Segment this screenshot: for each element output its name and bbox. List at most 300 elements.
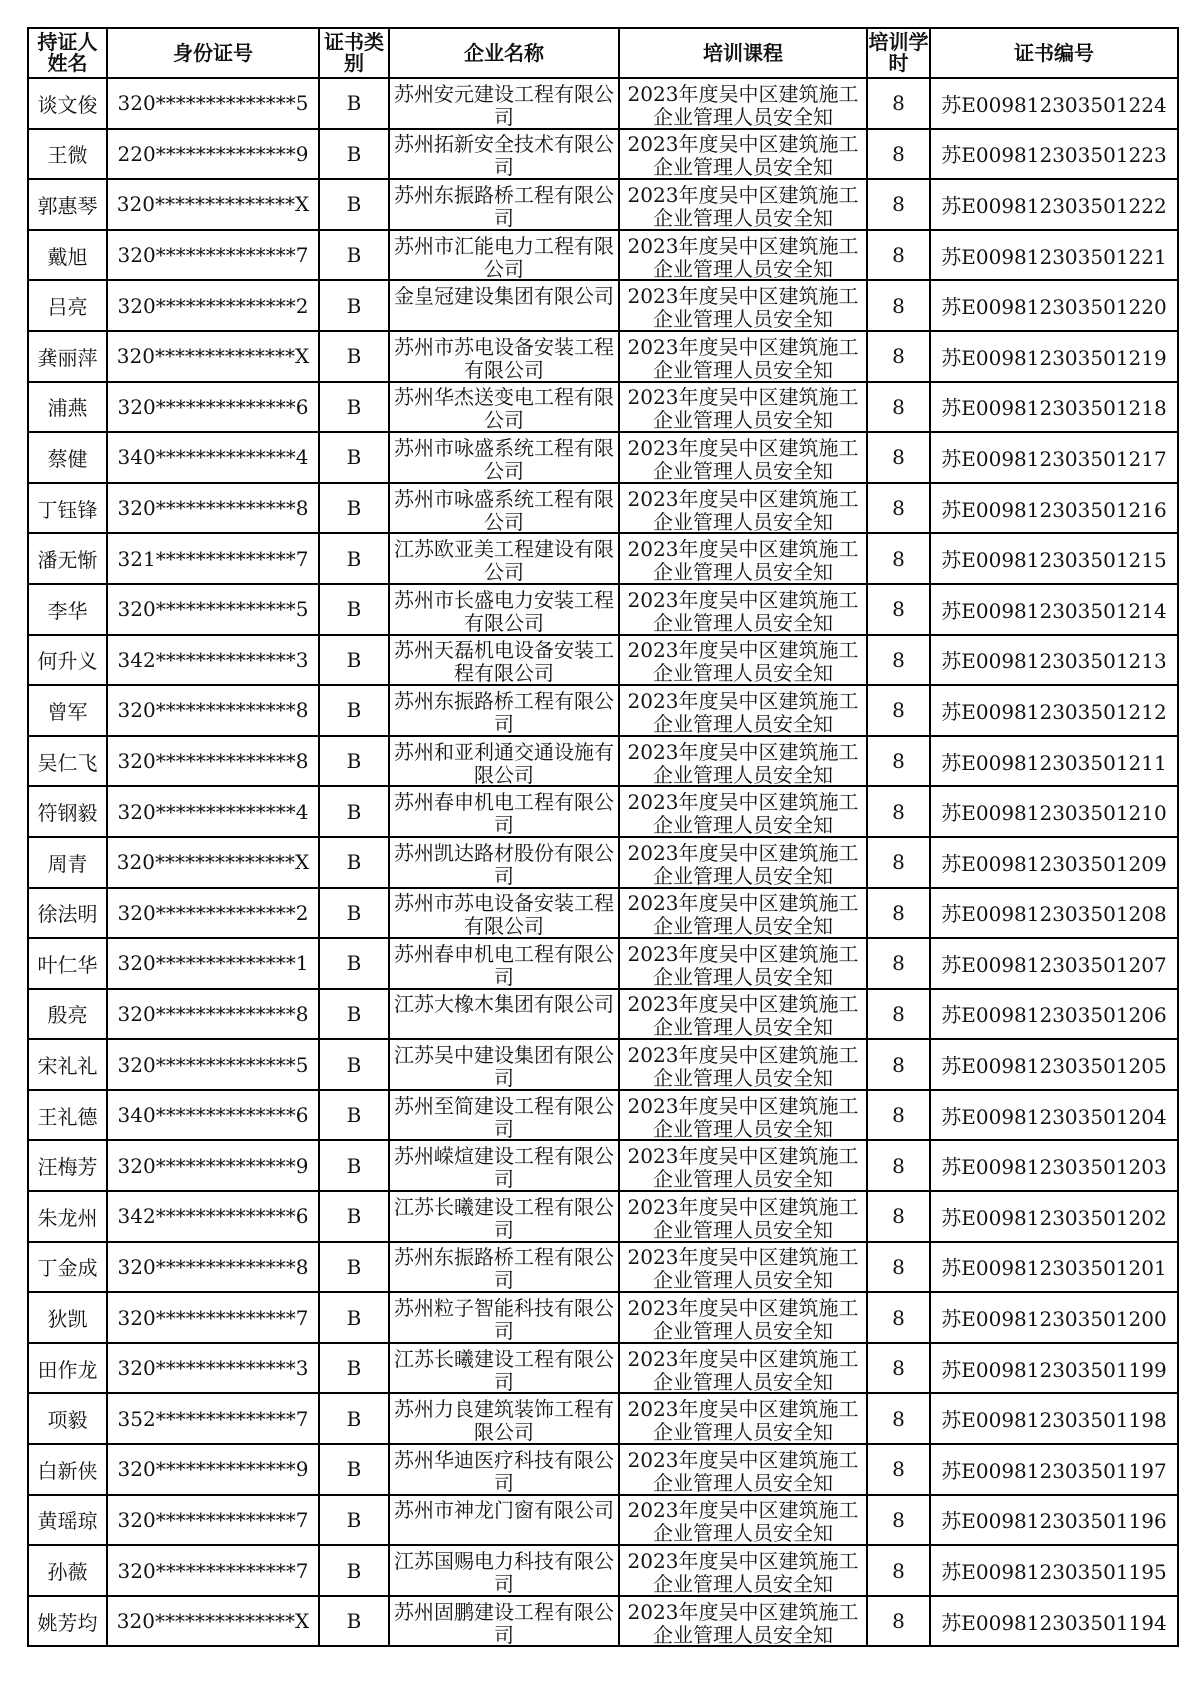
- holder-name-cell: 蔡健: [28, 432, 107, 483]
- cert-number-cell: 苏E009812303501213: [930, 635, 1178, 686]
- table-row: [28, 1545, 1178, 1596]
- cert-category-cell: B: [319, 1596, 389, 1647]
- id-number-cell: 320**************X: [107, 1596, 319, 1647]
- course-cell: [619, 584, 867, 635]
- id-number-cell: 320**************8: [107, 1242, 319, 1293]
- cert-category-cell: B: [319, 1039, 389, 1090]
- hours-cell: 8: [867, 1039, 930, 1090]
- holder-name-cell: 宋礼礼: [28, 1039, 107, 1090]
- hours-cell: 8: [867, 483, 930, 534]
- cert-category-cell: B: [319, 129, 389, 180]
- company-text: 苏州市汇能电力工程有限公司: [394, 233, 614, 279]
- cert-category-cell: B: [319, 1292, 389, 1343]
- holder-name-cell: 郭惠琴: [28, 179, 107, 230]
- table-row: [28, 837, 1178, 888]
- course-cell: [619, 1140, 867, 1191]
- company-cell: [389, 635, 619, 686]
- course-text: 2023年度吴中区建筑施工企业管理人员安全知: [627, 1296, 859, 1342]
- cert-number-cell: 苏E009812303501216: [930, 483, 1178, 534]
- id-number-cell: 340**************6: [107, 1090, 319, 1141]
- course-cell: [619, 1242, 867, 1293]
- hours-cell: 8: [867, 685, 930, 736]
- table-row: [28, 179, 1178, 230]
- course-text: 2023年度吴中区建筑施工企业管理人员安全知: [627, 1549, 859, 1595]
- course-text: 2023年度吴中区建筑施工企业管理人员安全知: [627, 1599, 859, 1645]
- course-text: 2023年度吴中区建筑施工企业管理人员安全知: [627, 1043, 859, 1089]
- course-cell: [619, 280, 867, 331]
- holder-name-cell: 符钢毅: [28, 786, 107, 837]
- cert-category-cell: B: [319, 280, 389, 331]
- company-text: 苏州华迪医疗科技有限公司: [394, 1447, 614, 1493]
- hours-cell: 8: [867, 1090, 930, 1141]
- id-number-cell: 320**************7: [107, 230, 319, 281]
- company-text: 苏州天磊机电设备安装工程有限公司: [394, 638, 614, 684]
- cert-category-cell: B: [319, 1191, 389, 1242]
- cert-category-cell: B: [319, 1545, 389, 1596]
- course-cell: [619, 1444, 867, 1495]
- header-holder-name: 持证人姓名: [28, 28, 107, 78]
- hours-cell: 8: [867, 1444, 930, 1495]
- id-number-cell: 320**************X: [107, 331, 319, 382]
- id-number-cell: 321**************7: [107, 533, 319, 584]
- company-cell: [389, 736, 619, 787]
- id-number-cell: 320**************7: [107, 1292, 319, 1343]
- company-cell: [389, 1393, 619, 1444]
- table-row: [28, 78, 1178, 129]
- course-cell: [619, 1191, 867, 1242]
- cert-category-cell: B: [319, 938, 389, 989]
- course-text: 2023年度吴中区建筑施工企业管理人员安全知: [627, 992, 859, 1038]
- company-text: 苏州市咏盛系统工程有限公司: [394, 435, 614, 481]
- company-cell: [389, 129, 619, 180]
- table-row: [28, 1242, 1178, 1293]
- id-number-cell: 352**************7: [107, 1393, 319, 1444]
- company-text: 苏州拓新安全技术有限公司: [394, 132, 614, 178]
- course-text: 2023年度吴中区建筑施工企业管理人员安全知: [627, 739, 859, 785]
- id-number-cell: 320**************8: [107, 483, 319, 534]
- cert-number-cell: 苏E009812303501223: [930, 129, 1178, 180]
- cert-number-cell: 苏E009812303501217: [930, 432, 1178, 483]
- company-cell: [389, 1090, 619, 1141]
- cert-number-cell: 苏E009812303501203: [930, 1140, 1178, 1191]
- hours-cell: 8: [867, 78, 930, 129]
- holder-name-cell: 殷亮: [28, 989, 107, 1040]
- holder-name-cell: 李华: [28, 584, 107, 635]
- cert-number-cell: 苏E009812303501207: [930, 938, 1178, 989]
- course-text: 2023年度吴中区建筑施工企业管理人员安全知: [627, 587, 859, 633]
- cert-number-cell: 苏E009812303501209: [930, 837, 1178, 888]
- holder-name-cell: 吕亮: [28, 280, 107, 331]
- course-text: 2023年度吴中区建筑施工企业管理人员安全知: [627, 284, 859, 330]
- hours-cell: 8: [867, 1242, 930, 1293]
- course-text: 2023年度吴中区建筑施工企业管理人员安全知: [627, 688, 859, 734]
- course-cell: [619, 1090, 867, 1141]
- company-cell: [389, 230, 619, 281]
- holder-name-cell: 汪梅芳: [28, 1140, 107, 1191]
- cert-category-cell: B: [319, 635, 389, 686]
- holder-name-cell: 叶仁华: [28, 938, 107, 989]
- holder-name-cell: 孙薇: [28, 1545, 107, 1596]
- cert-number-cell: 苏E009812303501208: [930, 888, 1178, 939]
- table-row: [28, 989, 1178, 1040]
- course-cell: [619, 786, 867, 837]
- id-number-cell: 320**************2: [107, 888, 319, 939]
- company-text: 苏州市咏盛系统工程有限公司: [394, 486, 614, 532]
- cert-number-cell: 苏E009812303501219: [930, 331, 1178, 382]
- cert-category-cell: B: [319, 1140, 389, 1191]
- table-body: [28, 78, 1178, 1646]
- cert-category-cell: B: [319, 382, 389, 433]
- company-cell: [389, 989, 619, 1040]
- hours-cell: 8: [867, 888, 930, 939]
- cert-number-cell: 苏E009812303501205: [930, 1039, 1178, 1090]
- course-text: 2023年度吴中区建筑施工企业管理人员安全知: [627, 334, 859, 380]
- company-cell: [389, 280, 619, 331]
- table-row: [28, 888, 1178, 939]
- course-text: 2023年度吴中区建筑施工企业管理人员安全知: [627, 638, 859, 684]
- company-cell: [389, 1191, 619, 1242]
- company-text: 江苏大橡木集团有限公司: [394, 992, 614, 1017]
- table-row: [28, 1191, 1178, 1242]
- cert-category-cell: B: [319, 584, 389, 635]
- cert-category-cell: B: [319, 230, 389, 281]
- course-text: 2023年度吴中区建筑施工企业管理人员安全知: [627, 233, 859, 279]
- course-text: 2023年度吴中区建筑施工企业管理人员安全知: [627, 435, 859, 481]
- course-text: 2023年度吴中区建筑施工企业管理人员安全知: [627, 537, 859, 583]
- company-cell: [389, 888, 619, 939]
- holder-name-cell: 姚芳均: [28, 1596, 107, 1647]
- hours-cell: 8: [867, 938, 930, 989]
- course-text: 2023年度吴中区建筑施工企业管理人员安全知: [627, 486, 859, 532]
- company-cell: [389, 1039, 619, 1090]
- company-text: 苏州嵘煊建设工程有限公司: [394, 1144, 614, 1190]
- certificate-table: [27, 27, 1179, 1647]
- company-text: 苏州东振路桥工程有限公司: [394, 688, 614, 734]
- id-number-cell: 320**************7: [107, 1545, 319, 1596]
- table-row: [28, 938, 1178, 989]
- hours-cell: 8: [867, 1140, 930, 1191]
- cert-category-cell: B: [319, 483, 389, 534]
- hours-cell: 8: [867, 786, 930, 837]
- course-text: 2023年度吴中区建筑施工企业管理人员安全知: [627, 941, 859, 987]
- course-text: 2023年度吴中区建筑施工企业管理人员安全知: [627, 132, 859, 178]
- table-row: [28, 483, 1178, 534]
- course-text: 2023年度吴中区建筑施工企业管理人员安全知: [627, 1245, 859, 1291]
- holder-name-cell: 黄瑶琼: [28, 1495, 107, 1546]
- company-text: 江苏吴中建设集团有限公司: [394, 1043, 614, 1089]
- header-id-number: 身份证号: [107, 28, 319, 78]
- id-number-cell: 220**************9: [107, 129, 319, 180]
- table-row: [28, 736, 1178, 787]
- holder-name-cell: 谈文俊: [28, 78, 107, 129]
- cert-category-cell: B: [319, 1343, 389, 1394]
- cert-number-cell: 苏E009812303501214: [930, 584, 1178, 635]
- company-text: 苏州市苏电设备安装工程有限公司: [394, 334, 614, 380]
- id-number-cell: 320**************7: [107, 1495, 319, 1546]
- company-text: 苏州春申机电工程有限公司: [394, 941, 614, 987]
- cert-number-cell: 苏E009812303501211: [930, 736, 1178, 787]
- cert-category-cell: B: [319, 432, 389, 483]
- course-cell: [619, 736, 867, 787]
- hours-cell: 8: [867, 129, 930, 180]
- course-text: 2023年度吴中区建筑施工企业管理人员安全知: [627, 840, 859, 886]
- table-row: [28, 584, 1178, 635]
- course-text: 2023年度吴中区建筑施工企业管理人员安全知: [627, 1397, 859, 1443]
- holder-name-cell: 吴仁飞: [28, 736, 107, 787]
- course-text: 2023年度吴中区建筑施工企业管理人员安全知: [627, 385, 859, 431]
- course-cell: [619, 989, 867, 1040]
- course-text: 2023年度吴中区建筑施工企业管理人员安全知: [627, 1346, 859, 1392]
- course-text: 2023年度吴中区建筑施工企业管理人员安全知: [627, 1093, 859, 1139]
- company-text: 苏州市长盛电力安装工程有限公司: [394, 587, 614, 633]
- holder-name-cell: 潘无惭: [28, 533, 107, 584]
- id-number-cell: 320**************8: [107, 989, 319, 1040]
- cert-number-cell: 苏E009812303501202: [930, 1191, 1178, 1242]
- id-number-cell: 320**************X: [107, 179, 319, 230]
- header-hours: 培训学时: [867, 28, 930, 78]
- holder-name-cell: 周青: [28, 837, 107, 888]
- holder-name-cell: 王礼德: [28, 1090, 107, 1141]
- hours-cell: 8: [867, 1191, 930, 1242]
- cert-number-cell: 苏E009812303501220: [930, 280, 1178, 331]
- cert-category-cell: B: [319, 888, 389, 939]
- id-number-cell: 320**************9: [107, 1444, 319, 1495]
- table-row: [28, 1596, 1178, 1647]
- table-row: [28, 685, 1178, 736]
- cert-category-cell: B: [319, 837, 389, 888]
- cert-number-cell: 苏E009812303501194: [930, 1596, 1178, 1647]
- company-cell: [389, 1242, 619, 1293]
- course-cell: [619, 837, 867, 888]
- cert-category-cell: B: [319, 1090, 389, 1141]
- cert-category-cell: B: [319, 78, 389, 129]
- cert-number-cell: 苏E009812303501195: [930, 1545, 1178, 1596]
- cert-number-cell: 苏E009812303501204: [930, 1090, 1178, 1141]
- company-text: 苏州安元建设工程有限公司: [394, 81, 614, 127]
- course-text: 2023年度吴中区建筑施工企业管理人员安全知: [627, 790, 859, 836]
- cert-number-cell: 苏E009812303501200: [930, 1292, 1178, 1343]
- course-cell: [619, 382, 867, 433]
- cert-category-cell: B: [319, 989, 389, 1040]
- hours-cell: 8: [867, 1343, 930, 1394]
- table-row: [28, 432, 1178, 483]
- cert-number-cell: 苏E009812303501197: [930, 1444, 1178, 1495]
- course-text: 2023年度吴中区建筑施工企业管理人员安全知: [627, 1498, 859, 1544]
- header-cert-category: 证书类别: [319, 28, 389, 78]
- company-text: 苏州力良建筑装饰工程有限公司: [394, 1397, 614, 1443]
- cert-category-cell: B: [319, 786, 389, 837]
- company-cell: [389, 1292, 619, 1343]
- holder-name-cell: 何升义: [28, 635, 107, 686]
- company-text: 苏州华杰送变电工程有限公司: [394, 385, 614, 431]
- id-number-cell: 320**************8: [107, 685, 319, 736]
- id-number-cell: 320**************4: [107, 786, 319, 837]
- company-text: 江苏长曦建设工程有限公司: [394, 1346, 614, 1392]
- company-text: 苏州春申机电工程有限公司: [394, 790, 614, 836]
- company-text: 江苏欧亚美工程建设有限公司: [394, 537, 614, 583]
- hours-cell: 8: [867, 1495, 930, 1546]
- table-row: [28, 1090, 1178, 1141]
- course-text: 2023年度吴中区建筑施工企业管理人员安全知: [627, 1447, 859, 1493]
- company-text: 苏州凯达路材股份有限公司: [394, 840, 614, 886]
- company-cell: [389, 432, 619, 483]
- cert-number-cell: 苏E009812303501199: [930, 1343, 1178, 1394]
- cert-number-cell: 苏E009812303501201: [930, 1242, 1178, 1293]
- hours-cell: 8: [867, 584, 930, 635]
- company-cell: [389, 78, 619, 129]
- hours-cell: 8: [867, 989, 930, 1040]
- id-number-cell: 320**************3: [107, 1343, 319, 1394]
- table-row: [28, 1140, 1178, 1191]
- cert-number-cell: 苏E009812303501210: [930, 786, 1178, 837]
- id-number-cell: 320**************9: [107, 1140, 319, 1191]
- cert-category-cell: B: [319, 533, 389, 584]
- course-cell: [619, 1039, 867, 1090]
- company-cell: [389, 179, 619, 230]
- course-cell: [619, 331, 867, 382]
- id-number-cell: 320**************8: [107, 736, 319, 787]
- hours-cell: 8: [867, 1393, 930, 1444]
- hours-cell: 8: [867, 1596, 930, 1647]
- hours-cell: 8: [867, 432, 930, 483]
- company-text: 苏州东振路桥工程有限公司: [394, 182, 614, 228]
- course-cell: [619, 230, 867, 281]
- company-cell: [389, 1545, 619, 1596]
- course-cell: [619, 685, 867, 736]
- table-header-row: [28, 28, 1178, 78]
- id-number-cell: 340**************4: [107, 432, 319, 483]
- header-company: 企业名称: [389, 28, 619, 78]
- holder-name-cell: 丁钰锋: [28, 483, 107, 534]
- id-number-cell: 320**************5: [107, 78, 319, 129]
- company-cell: [389, 1495, 619, 1546]
- course-cell: [619, 1393, 867, 1444]
- table-row: [28, 1393, 1178, 1444]
- cert-number-cell: 苏E009812303501224: [930, 78, 1178, 129]
- cert-number-cell: 苏E009812303501212: [930, 685, 1178, 736]
- holder-name-cell: 浦燕: [28, 382, 107, 433]
- hours-cell: 8: [867, 533, 930, 584]
- table-row: [28, 1444, 1178, 1495]
- course-text: 2023年度吴中区建筑施工企业管理人员安全知: [627, 891, 859, 937]
- hours-cell: 8: [867, 1545, 930, 1596]
- hours-cell: 8: [867, 230, 930, 281]
- company-text: 苏州和亚利通交通设施有限公司: [394, 739, 614, 785]
- cert-category-cell: B: [319, 1495, 389, 1546]
- id-number-cell: 342**************3: [107, 635, 319, 686]
- cert-category-cell: B: [319, 1444, 389, 1495]
- holder-name-cell: 曾军: [28, 685, 107, 736]
- company-cell: [389, 1343, 619, 1394]
- table-row: [28, 331, 1178, 382]
- hours-cell: 8: [867, 1292, 930, 1343]
- cert-number-cell: 苏E009812303501206: [930, 989, 1178, 1040]
- cert-number-cell: 苏E009812303501215: [930, 533, 1178, 584]
- company-cell: [389, 584, 619, 635]
- id-number-cell: 320**************X: [107, 837, 319, 888]
- hours-cell: 8: [867, 179, 930, 230]
- company-text: 苏州市苏电设备安装工程有限公司: [394, 891, 614, 937]
- holder-name-cell: 白新侠: [28, 1444, 107, 1495]
- company-text: 苏州市神龙门窗有限公司: [394, 1498, 614, 1523]
- cert-number-cell: 苏E009812303501196: [930, 1495, 1178, 1546]
- hours-cell: 8: [867, 331, 930, 382]
- course-cell: [619, 483, 867, 534]
- course-cell: [619, 1292, 867, 1343]
- course-cell: [619, 533, 867, 584]
- holder-name-cell: 朱龙州: [28, 1191, 107, 1242]
- cert-category-cell: B: [319, 179, 389, 230]
- hours-cell: 8: [867, 837, 930, 888]
- course-text: 2023年度吴中区建筑施工企业管理人员安全知: [627, 182, 859, 228]
- company-cell: [389, 938, 619, 989]
- table-row: [28, 1039, 1178, 1090]
- hours-cell: 8: [867, 635, 930, 686]
- company-text: 苏州固鹏建设工程有限公司: [394, 1599, 614, 1645]
- company-cell: [389, 786, 619, 837]
- holder-name-cell: 戴旭: [28, 230, 107, 281]
- table-row: [28, 635, 1178, 686]
- id-number-cell: 320**************6: [107, 382, 319, 433]
- holder-name-cell: 徐法明: [28, 888, 107, 939]
- table-row: [28, 1495, 1178, 1546]
- company-text: 苏州至简建设工程有限公司: [394, 1093, 614, 1139]
- header-course: 培训课程: [619, 28, 867, 78]
- company-text: 金皇冠建设集团有限公司: [394, 284, 614, 309]
- id-number-cell: 320**************5: [107, 1039, 319, 1090]
- company-cell: [389, 1140, 619, 1191]
- company-cell: [389, 837, 619, 888]
- company-cell: [389, 1444, 619, 1495]
- cert-number-cell: 苏E009812303501198: [930, 1393, 1178, 1444]
- company-text: 苏州粒子智能科技有限公司: [394, 1296, 614, 1342]
- table-row: [28, 786, 1178, 837]
- course-cell: [619, 635, 867, 686]
- company-cell: [389, 1596, 619, 1647]
- table-row: [28, 129, 1178, 180]
- company-cell: [389, 483, 619, 534]
- cert-number-cell: 苏E009812303501221: [930, 230, 1178, 281]
- course-cell: [619, 1343, 867, 1394]
- course-cell: [619, 432, 867, 483]
- cert-category-cell: B: [319, 1393, 389, 1444]
- course-text: 2023年度吴中区建筑施工企业管理人员安全知: [627, 1144, 859, 1190]
- table-row: [28, 382, 1178, 433]
- id-number-cell: 342**************6: [107, 1191, 319, 1242]
- table-row: [28, 533, 1178, 584]
- course-cell: [619, 938, 867, 989]
- id-number-cell: 320**************5: [107, 584, 319, 635]
- holder-name-cell: 田作龙: [28, 1343, 107, 1394]
- hours-cell: 8: [867, 382, 930, 433]
- company-text: 苏州东振路桥工程有限公司: [394, 1245, 614, 1291]
- cert-category-cell: B: [319, 331, 389, 382]
- course-cell: [619, 78, 867, 129]
- course-cell: [619, 1495, 867, 1546]
- course-cell: [619, 129, 867, 180]
- course-text: 2023年度吴中区建筑施工企业管理人员安全知: [627, 1194, 859, 1240]
- table-row: [28, 280, 1178, 331]
- course-text: 2023年度吴中区建筑施工企业管理人员安全知: [627, 81, 859, 127]
- id-number-cell: 320**************2: [107, 280, 319, 331]
- holder-name-cell: 王微: [28, 129, 107, 180]
- header-cert-number: 证书编号: [930, 28, 1178, 78]
- company-text: 江苏国赐电力科技有限公司: [394, 1549, 614, 1595]
- id-number-cell: 320**************1: [107, 938, 319, 989]
- cert-category-cell: B: [319, 736, 389, 787]
- company-cell: [389, 382, 619, 433]
- hours-cell: 8: [867, 280, 930, 331]
